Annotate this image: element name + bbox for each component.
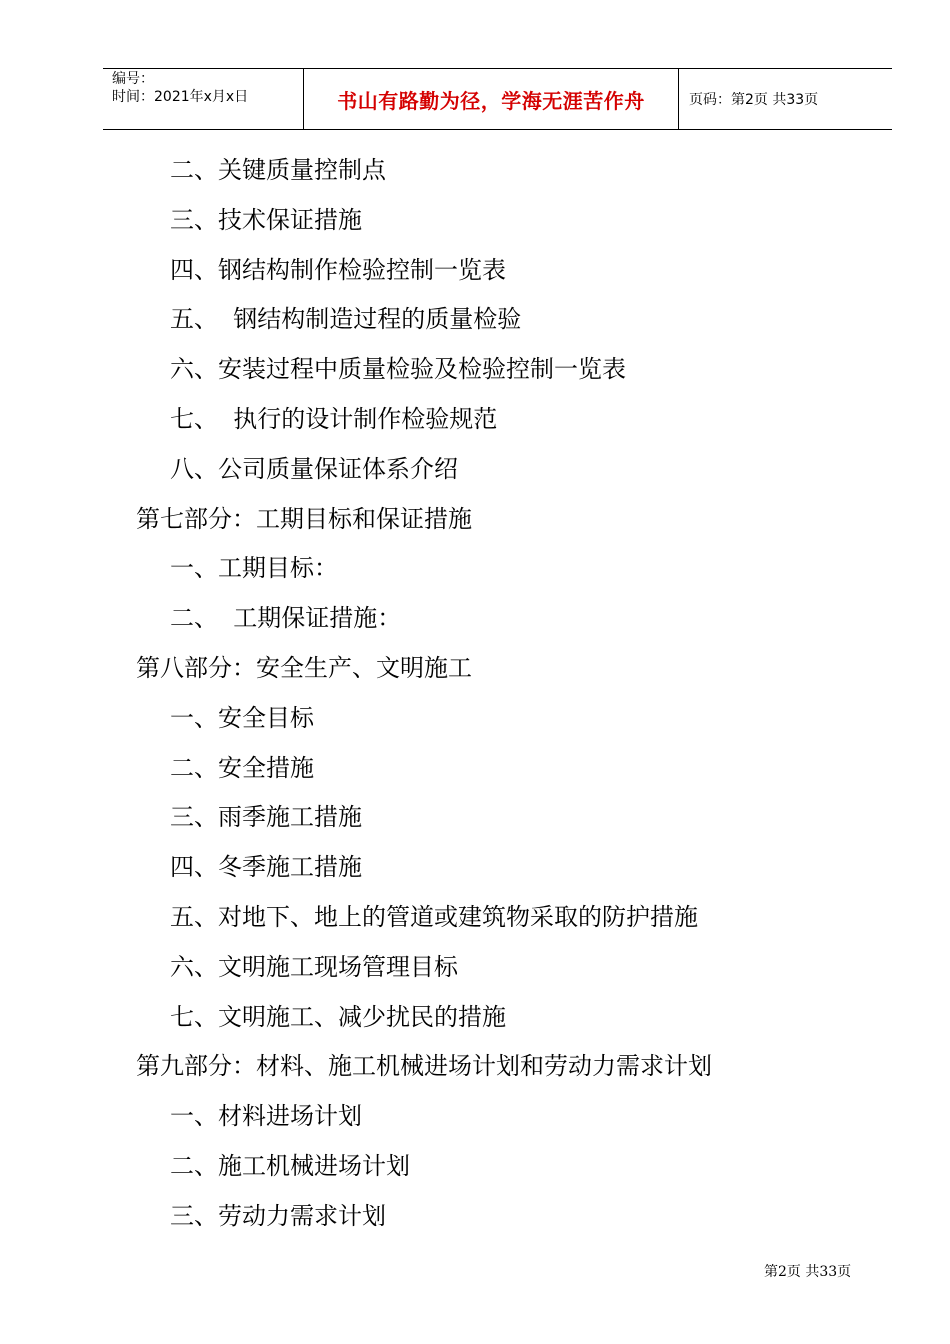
document-code-label: 编号： [112, 71, 154, 87]
toc-item: 七、 执行的设计制作检验规范 [170, 405, 498, 433]
toc-item: 三、雨季施工措施 [170, 803, 362, 832]
toc-item: 三、技术保证措施 [170, 205, 362, 234]
toc-item: 八、公司质量保证体系介绍 [170, 454, 458, 483]
header-motto: 书山有路勤为径，学海无涯苦作舟 [337, 88, 645, 113]
toc-item: 二、关键质量控制点 [170, 156, 386, 184]
toc-part-heading: 第八部分：安全生产、文明施工 [136, 654, 472, 682]
toc-item: 六、文明施工现场管理目标 [170, 952, 458, 981]
toc-item: 一、安全目标 [170, 703, 314, 732]
toc-item: 二、施工机械进场计划 [170, 1152, 410, 1180]
toc-part-heading: 第七部分：工期目标和保证措施 [136, 504, 472, 533]
page-footer-number: 第2页 共33页 [764, 1264, 852, 1280]
toc-item: 七、文明施工、减少扰民的措施 [170, 1002, 506, 1031]
toc-item: 五、 钢结构制造过程的质量检验 [170, 305, 522, 334]
document-date: 时间：2021年x月x日 [112, 89, 249, 105]
toc-part-heading: 第九部分：材料、施工机械进场计划和劳动力需求计划 [136, 1052, 712, 1081]
toc-item: 二、安全措施 [170, 753, 314, 782]
page-header [103, 68, 892, 130]
toc-item: 一、工期目标： [170, 554, 338, 583]
toc-item: 四、冬季施工措施 [170, 853, 362, 882]
toc-item: 四、钢结构制作检验控制一览表 [170, 255, 506, 284]
toc-item: 二、 工期保证措施： [170, 604, 402, 633]
toc-item: 一、材料进场计划 [170, 1102, 362, 1131]
toc-item: 六、安装过程中质量检验及检验控制一览表 [170, 355, 626, 384]
header-page-cell [679, 69, 892, 129]
toc-item: 五、对地下、地上的管道或建筑物采取的防护措施 [170, 903, 698, 931]
header-meta-cell [103, 69, 303, 129]
toc-item: 三、劳动力需求计划 [170, 1201, 386, 1230]
header-motto-cell [303, 69, 679, 129]
header-page-info: 页码：第2页 共33页 [689, 92, 819, 108]
